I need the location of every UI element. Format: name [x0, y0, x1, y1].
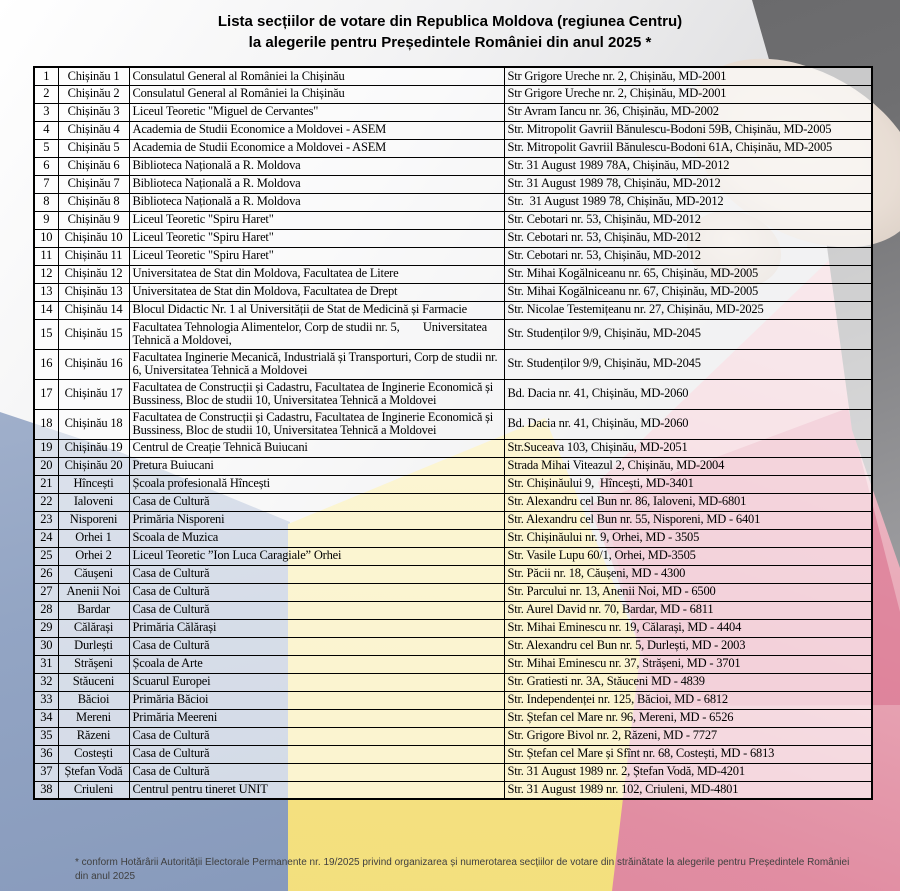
- address-cell: Str. 31 August 1989 nr. 102, Criuleni, MD-4801: [504, 781, 872, 799]
- address-cell: Str. Studenților 9/9, Chișinău, MD-2045: [504, 319, 872, 349]
- table-row: [34, 529, 872, 547]
- table-row: [34, 85, 872, 103]
- row-number-cell: 17: [34, 379, 58, 409]
- row-number-cell: 20: [34, 457, 58, 475]
- address-cell: Str. Vasile Lupu 60/1, Orhei, MD-3505: [504, 547, 872, 565]
- address-cell: Str Avram Iancu nr. 36, Chișinău, MD-2002: [504, 103, 872, 121]
- institution-cell: Pretura Buiucani: [129, 457, 504, 475]
- institution-cell: Primăria Călărași: [129, 619, 504, 637]
- row-number-cell: 33: [34, 691, 58, 709]
- row-number-cell: 18: [34, 409, 58, 439]
- address-cell: Bd. Dacia nr. 41, Chișinău, MD-2060: [504, 409, 872, 439]
- address-cell: Str. Grigore Bivol nr. 2, Răzeni, MD - 7727: [504, 727, 872, 745]
- institution-cell: Casa de Cultură: [129, 565, 504, 583]
- row-number-cell: 22: [34, 493, 58, 511]
- row-number-cell: 29: [34, 619, 58, 637]
- city-cell: Chișinău 11: [58, 247, 129, 265]
- city-cell: Chișinău 16: [58, 349, 129, 379]
- address-cell: Str. Cebotari nr. 53, Chișinău, MD-2012: [504, 229, 872, 247]
- city-cell: Chișinău 20: [58, 457, 129, 475]
- table-row: [34, 475, 872, 493]
- city-cell: Băcioi: [58, 691, 129, 709]
- row-number-cell: 16: [34, 349, 58, 379]
- city-cell: Călărași: [58, 619, 129, 637]
- row-number-cell: 26: [34, 565, 58, 583]
- row-number-cell: 30: [34, 637, 58, 655]
- institution-cell: Biblioteca Națională a R. Moldova: [129, 175, 504, 193]
- address-cell: Str. Cebotari nr. 53, Chișinău, MD-2012: [504, 247, 872, 265]
- table-row: [34, 547, 872, 565]
- city-cell: Chișinău 18: [58, 409, 129, 439]
- row-number-cell: 8: [34, 193, 58, 211]
- table-row: [34, 283, 872, 301]
- row-number-cell: 13: [34, 283, 58, 301]
- address-cell: Str. Aurel David nr. 70, Bardar, MD - 6811: [504, 601, 872, 619]
- city-cell: Strășeni: [58, 655, 129, 673]
- address-cell: Str. Ștefan cel Mare nr. 96, Mereni, MD - 6526: [504, 709, 872, 727]
- city-cell: Chișinău 6: [58, 157, 129, 175]
- row-number-cell: 10: [34, 229, 58, 247]
- table-row: [34, 457, 872, 475]
- table-row: [34, 379, 872, 409]
- address-cell: Str. 31 August 1989 78A, Chișinău, MD-2012: [504, 157, 872, 175]
- row-number-cell: 21: [34, 475, 58, 493]
- institution-cell: Academia de Studii Economice a Moldovei - ASEM: [129, 121, 504, 139]
- city-cell: Chișinău 10: [58, 229, 129, 247]
- address-cell: Str. Păcii nr. 18, Căușeni, MD - 4300: [504, 565, 872, 583]
- institution-cell: Școala profesională Hîncești: [129, 475, 504, 493]
- table-row: [34, 103, 872, 121]
- address-cell: Str. Ștefan cel Mare și Sfînt nr. 68, Costești, MD - 6813: [504, 745, 872, 763]
- city-cell: Durlești: [58, 637, 129, 655]
- address-cell: Str. Parcului nr. 13, Anenii Noi, MD - 6500: [504, 583, 872, 601]
- row-number-cell: 5: [34, 139, 58, 157]
- institution-cell: Biblioteca Națională a R. Moldova: [129, 157, 504, 175]
- address-cell: Str. Cebotari nr. 53, Chișinău, MD-2012: [504, 211, 872, 229]
- city-cell: Răzeni: [58, 727, 129, 745]
- address-cell: Str Grigore Ureche nr. 2, Chișinău, MD-2001: [504, 85, 872, 103]
- city-cell: Chișinău 1: [58, 67, 129, 85]
- table-row: [34, 781, 872, 799]
- address-cell: Str. 31 August 1989 nr. 2, Ștefan Vodă, MD-4201: [504, 763, 872, 781]
- institution-cell: Liceul Teoretic "Miguel de Cervantes": [129, 103, 504, 121]
- row-number-cell: 6: [34, 157, 58, 175]
- institution-cell: Liceul Teoretic ”Ion Luca Caragiale” Orhei: [129, 547, 504, 565]
- city-cell: Ștefan Vodă: [58, 763, 129, 781]
- page-title-line1: Lista secțiilor de votare din Republica Moldova (regiunea Centru): [217, 13, 683, 30]
- address-cell: Str. Chișinăului 9, Hîncești, MD-3401: [504, 475, 872, 493]
- table-row: [34, 601, 872, 619]
- row-number-cell: 25: [34, 547, 58, 565]
- table-row: [34, 727, 872, 745]
- row-number-cell: 28: [34, 601, 58, 619]
- table-row: [34, 409, 872, 439]
- table-row: [34, 745, 872, 763]
- institution-cell: Biblioteca Națională a R. Moldova: [129, 193, 504, 211]
- city-cell: Orhei 2: [58, 547, 129, 565]
- polling-stations-table: [33, 66, 873, 800]
- institution-cell: Centrul de Creație Tehnică Buiucani: [129, 439, 504, 457]
- address-cell: Bd. Dacia nr. 41, Chișinău, MD-2060: [504, 379, 872, 409]
- row-number-cell: 35: [34, 727, 58, 745]
- table-row: [34, 265, 872, 283]
- city-cell: Chișinău 14: [58, 301, 129, 319]
- row-number-cell: 14: [34, 301, 58, 319]
- city-cell: Chișinău 8: [58, 193, 129, 211]
- table-row: [34, 673, 872, 691]
- row-number-cell: 23: [34, 511, 58, 529]
- institution-cell: Universitatea de Stat din Moldova, Facultatea de Litere: [129, 265, 504, 283]
- table-row: [34, 139, 872, 157]
- table-row: [34, 229, 872, 247]
- city-cell: Costești: [58, 745, 129, 763]
- city-cell: Chișinău 5: [58, 139, 129, 157]
- city-cell: Chișinău 2: [58, 85, 129, 103]
- address-cell: Str. Mihai Kogălniceanu nr. 67, Chișinău, MD-2005: [504, 283, 872, 301]
- institution-cell: Casa de Cultură: [129, 601, 504, 619]
- institution-cell: Casa de Cultură: [129, 637, 504, 655]
- address-cell: Str Grigore Ureche nr. 2, Chișinău, MD-2001: [504, 67, 872, 85]
- institution-cell: Scuarul Europei: [129, 673, 504, 691]
- row-number-cell: 19: [34, 439, 58, 457]
- row-number-cell: 7: [34, 175, 58, 193]
- address-cell: Str. Chișinăului nr. 9, Orhei, MD - 3505: [504, 529, 872, 547]
- address-cell: Strada Mihai Viteazul 2, Chișinău, MD-2004: [504, 457, 872, 475]
- table-row: [34, 439, 872, 457]
- table-row: [34, 157, 872, 175]
- address-cell: Str. Mihai Eminescu nr. 37, Strășeni, MD - 3701: [504, 655, 872, 673]
- address-cell: Str. Mitropolit Gavriil Bănulescu-Bodoni 59B, Chișinău, MD-2005: [504, 121, 872, 139]
- footnote-line2: din anul 2025: [75, 871, 136, 882]
- institution-cell: Facultatea de Construcții și Cadastru, Facultatea de Inginerie Economică și Bussiness, Bloc de studii 10, Universitatea Tehnică a Moldovei: [129, 379, 504, 409]
- table-row: [34, 583, 872, 601]
- institution-cell: Casa de Cultură: [129, 727, 504, 745]
- institution-cell: Consulatul General al României la Chișinău: [129, 85, 504, 103]
- table-row: [34, 655, 872, 673]
- city-cell: Chișinău 15: [58, 319, 129, 349]
- city-cell: Chișinău 13: [58, 283, 129, 301]
- city-cell: Chișinău 19: [58, 439, 129, 457]
- city-cell: Ialoveni: [58, 493, 129, 511]
- city-cell: Chișinău 12: [58, 265, 129, 283]
- table-row: [34, 301, 872, 319]
- city-cell: Chișinău 7: [58, 175, 129, 193]
- address-cell: Str. Independenței nr. 125, Băcioi, MD - 6812: [504, 691, 872, 709]
- row-number-cell: 9: [34, 211, 58, 229]
- table-row: [34, 619, 872, 637]
- table-row: [34, 175, 872, 193]
- row-number-cell: 38: [34, 781, 58, 799]
- row-number-cell: 32: [34, 673, 58, 691]
- institution-cell: Liceul Teoretic "Spiru Haret": [129, 229, 504, 247]
- table-row: [34, 691, 872, 709]
- institution-cell: Primăria Nisporeni: [129, 511, 504, 529]
- institution-cell: Facultatea Inginerie Mecanică, Industrială și Transporturi, Corp de studii nr. 6, Universitatea Tehnică a Moldovei: [129, 349, 504, 379]
- address-cell: Str. Studenților 9/9, Chișinău, MD-2045: [504, 349, 872, 379]
- institution-cell: Primăria Meereni: [129, 709, 504, 727]
- city-cell: Mereni: [58, 709, 129, 727]
- page-title: [0, 11, 900, 53]
- row-number-cell: 1: [34, 67, 58, 85]
- city-cell: Chișinău 3: [58, 103, 129, 121]
- row-number-cell: 27: [34, 583, 58, 601]
- address-cell: Str. Nicolae Testemițeanu nr. 27, Chișinău, MD-2025: [504, 301, 872, 319]
- table-row: [34, 637, 872, 655]
- institution-cell: Universitatea de Stat din Moldova, Facultatea de Drept: [129, 283, 504, 301]
- institution-cell: Liceul Teoretic "Spiru Haret": [129, 247, 504, 265]
- city-cell: Chișinău 4: [58, 121, 129, 139]
- table-row: [34, 121, 872, 139]
- row-number-cell: 15: [34, 319, 58, 349]
- address-cell: Str. Gratiesti nr. 3A, Stăuceni MD - 4839: [504, 673, 872, 691]
- institution-cell: Casa de Cultură: [129, 745, 504, 763]
- table-row: [34, 493, 872, 511]
- institution-cell: Primăria Băcioi: [129, 691, 504, 709]
- row-number-cell: 11: [34, 247, 58, 265]
- footnote-line1: * conform Hotărârii Autorității Electorale Permanente nr. 19/2025 privind organizarea și numerotarea secțiilor de votare din străinătate la alegerile pentru Președintele României: [75, 857, 850, 868]
- row-number-cell: 4: [34, 121, 58, 139]
- table-row: [34, 193, 872, 211]
- row-number-cell: 36: [34, 745, 58, 763]
- table-row: [34, 763, 872, 781]
- address-cell: Str. 31 August 1989 78, Chișinău, MD-2012: [504, 193, 872, 211]
- city-cell: Orhei 1: [58, 529, 129, 547]
- row-number-cell: 2: [34, 85, 58, 103]
- institution-cell: Casa de Cultură: [129, 493, 504, 511]
- city-cell: Bardar: [58, 601, 129, 619]
- institution-cell: Academia de Studii Economice a Moldovei - ASEM: [129, 139, 504, 157]
- table-row: [34, 511, 872, 529]
- row-number-cell: 37: [34, 763, 58, 781]
- address-cell: Str. Mihai Eminescu nr. 19, Călarași, MD - 4404: [504, 619, 872, 637]
- address-cell: Str. 31 August 1989 78, Chișinău, MD-2012: [504, 175, 872, 193]
- address-cell: Str. Mitropolit Gavriil Bănulescu-Bodoni 61A, Chișinău, MD-2005: [504, 139, 872, 157]
- address-cell: Str. Mihai Kogălniceanu nr. 65, Chișinău, MD-2005: [504, 265, 872, 283]
- institution-cell: Facultatea de Construcții și Cadastru, Facultatea de Inginerie Economică și Bussiness, Bloc de studii 10, Universitatea Tehnică a Moldovei: [129, 409, 504, 439]
- city-cell: Anenii Noi: [58, 583, 129, 601]
- table-row: [34, 565, 872, 583]
- institution-cell: Blocul Didactic Nr. 1 al Universității de Stat de Medicină și Farmacie: [129, 301, 504, 319]
- institution-cell: Consulatul General al României la Chișinău: [129, 67, 504, 85]
- city-cell: Chișinău 17: [58, 379, 129, 409]
- address-cell: Str. Alexandru cel Bun nr. 5, Durlești, MD - 2003: [504, 637, 872, 655]
- row-number-cell: 3: [34, 103, 58, 121]
- institution-cell: Casa de Cultură: [129, 583, 504, 601]
- city-cell: Căușeni: [58, 565, 129, 583]
- city-cell: Stăuceni: [58, 673, 129, 691]
- table-row: [34, 247, 872, 265]
- institution-cell: Casa de Cultură: [129, 763, 504, 781]
- page-title-line2: la alegerile pentru Președintele României din anul 2025 *: [248, 34, 652, 51]
- row-number-cell: 12: [34, 265, 58, 283]
- institution-cell: Școala de Arte: [129, 655, 504, 673]
- row-number-cell: 24: [34, 529, 58, 547]
- address-cell: Str.Suceava 103, Chișinău, MD-2051: [504, 439, 872, 457]
- table-row: [34, 709, 872, 727]
- institution-cell: Scoala de Muzica: [129, 529, 504, 547]
- address-cell: Str. Alexandru cel Bun nr. 86, Ialoveni, MD-6801: [504, 493, 872, 511]
- row-number-cell: 31: [34, 655, 58, 673]
- institution-cell: Facultatea Tehnologia Alimentelor, Corp de studii nr. 5, Universitatea Tehnică a Moldovei,: [129, 319, 504, 349]
- institution-cell: Liceul Teoretic "Spiru Haret": [129, 211, 504, 229]
- table-row: [34, 211, 872, 229]
- table-row: [34, 319, 872, 349]
- institution-cell: Centrul pentru tineret UNIT: [129, 781, 504, 799]
- footnote: [75, 856, 875, 884]
- city-cell: Chișinău 9: [58, 211, 129, 229]
- row-number-cell: 34: [34, 709, 58, 727]
- city-cell: Nisporeni: [58, 511, 129, 529]
- address-cell: Str. Alexandru cel Bun nr. 55, Nisporeni, MD - 6401: [504, 511, 872, 529]
- city-cell: Hîncești: [58, 475, 129, 493]
- table-row: [34, 349, 872, 379]
- city-cell: Criuleni: [58, 781, 129, 799]
- table-row: [34, 67, 872, 85]
